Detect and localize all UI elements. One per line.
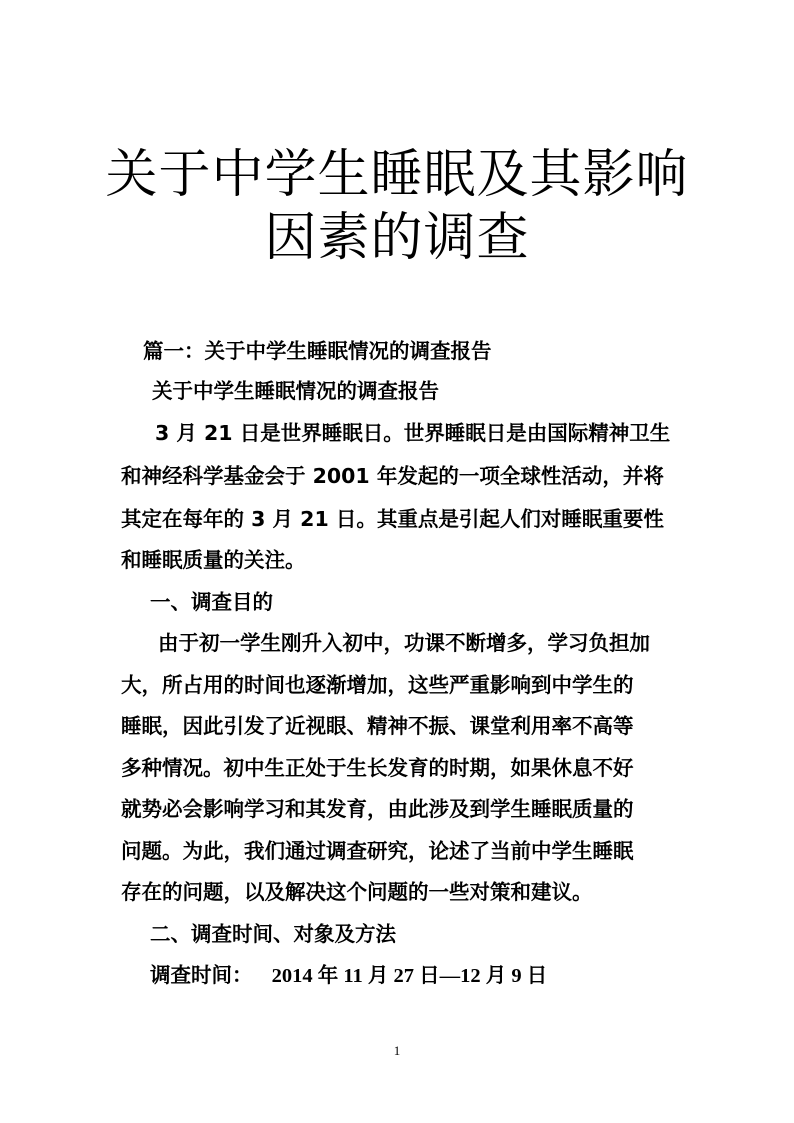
purpose-paragraph-line: 睡眠，因此引发了近视眼、精神不振、课堂利用率不高等	[121, 714, 634, 738]
intro-paragraph-line: 其定在每年的 3 月 21 日。其重点是引起人们对睡眠重要性	[121, 507, 664, 531]
document-title-line-2: 因素的调查	[264, 208, 530, 268]
purpose-paragraph-line: 多种情况。初中生正处于生长发育的时期，如果休息不好	[121, 756, 634, 780]
report-subtitle: 关于中学生睡眠情况的调查报告	[152, 379, 439, 403]
survey-time-value: 2014 年 11 月 27 日—12 月 9 日	[271, 965, 548, 987]
purpose-paragraph-line: 存在的问题，以及解决这个问题的一些对策和建议。	[121, 880, 593, 904]
section-heading: 篇一：关于中学生睡眠情况的调查报告	[143, 339, 492, 363]
intro-paragraph-line: 3 月 21 日是世界睡眠日。世界睡眠日是由国际精神卫生	[155, 421, 671, 445]
purpose-paragraph-line: 大，所占用的时间也逐渐增加，这些严重影响到中学生的	[121, 673, 634, 697]
purpose-paragraph-line: 由于初一学生刚升入初中，功课不断增多，学习负担加	[158, 631, 650, 655]
purpose-paragraph-line: 问题。为此，我们通过调查研究，论述了当前中学生睡眠	[121, 839, 634, 863]
survey-time-label: 调查时间：	[150, 963, 253, 987]
page-number: 1	[393, 1043, 401, 1058]
purpose-paragraph-line: 就势必会影响学习和其发育，由此涉及到学生睡眠质量的	[121, 797, 634, 821]
intro-paragraph-line: 和睡眠质量的关注。	[121, 548, 306, 572]
intro-paragraph-line: 和神经科学基金会于 2001 年发起的一项全球性活动，并将	[121, 464, 664, 488]
document-title-line-1: 关于中学生睡眠及其影响	[105, 145, 689, 205]
heading-purpose: 一、调查目的	[150, 590, 273, 614]
heading-time-subject-method: 二、调查时间、对象及方法	[150, 922, 396, 946]
survey-time-row	[150, 962, 547, 989]
